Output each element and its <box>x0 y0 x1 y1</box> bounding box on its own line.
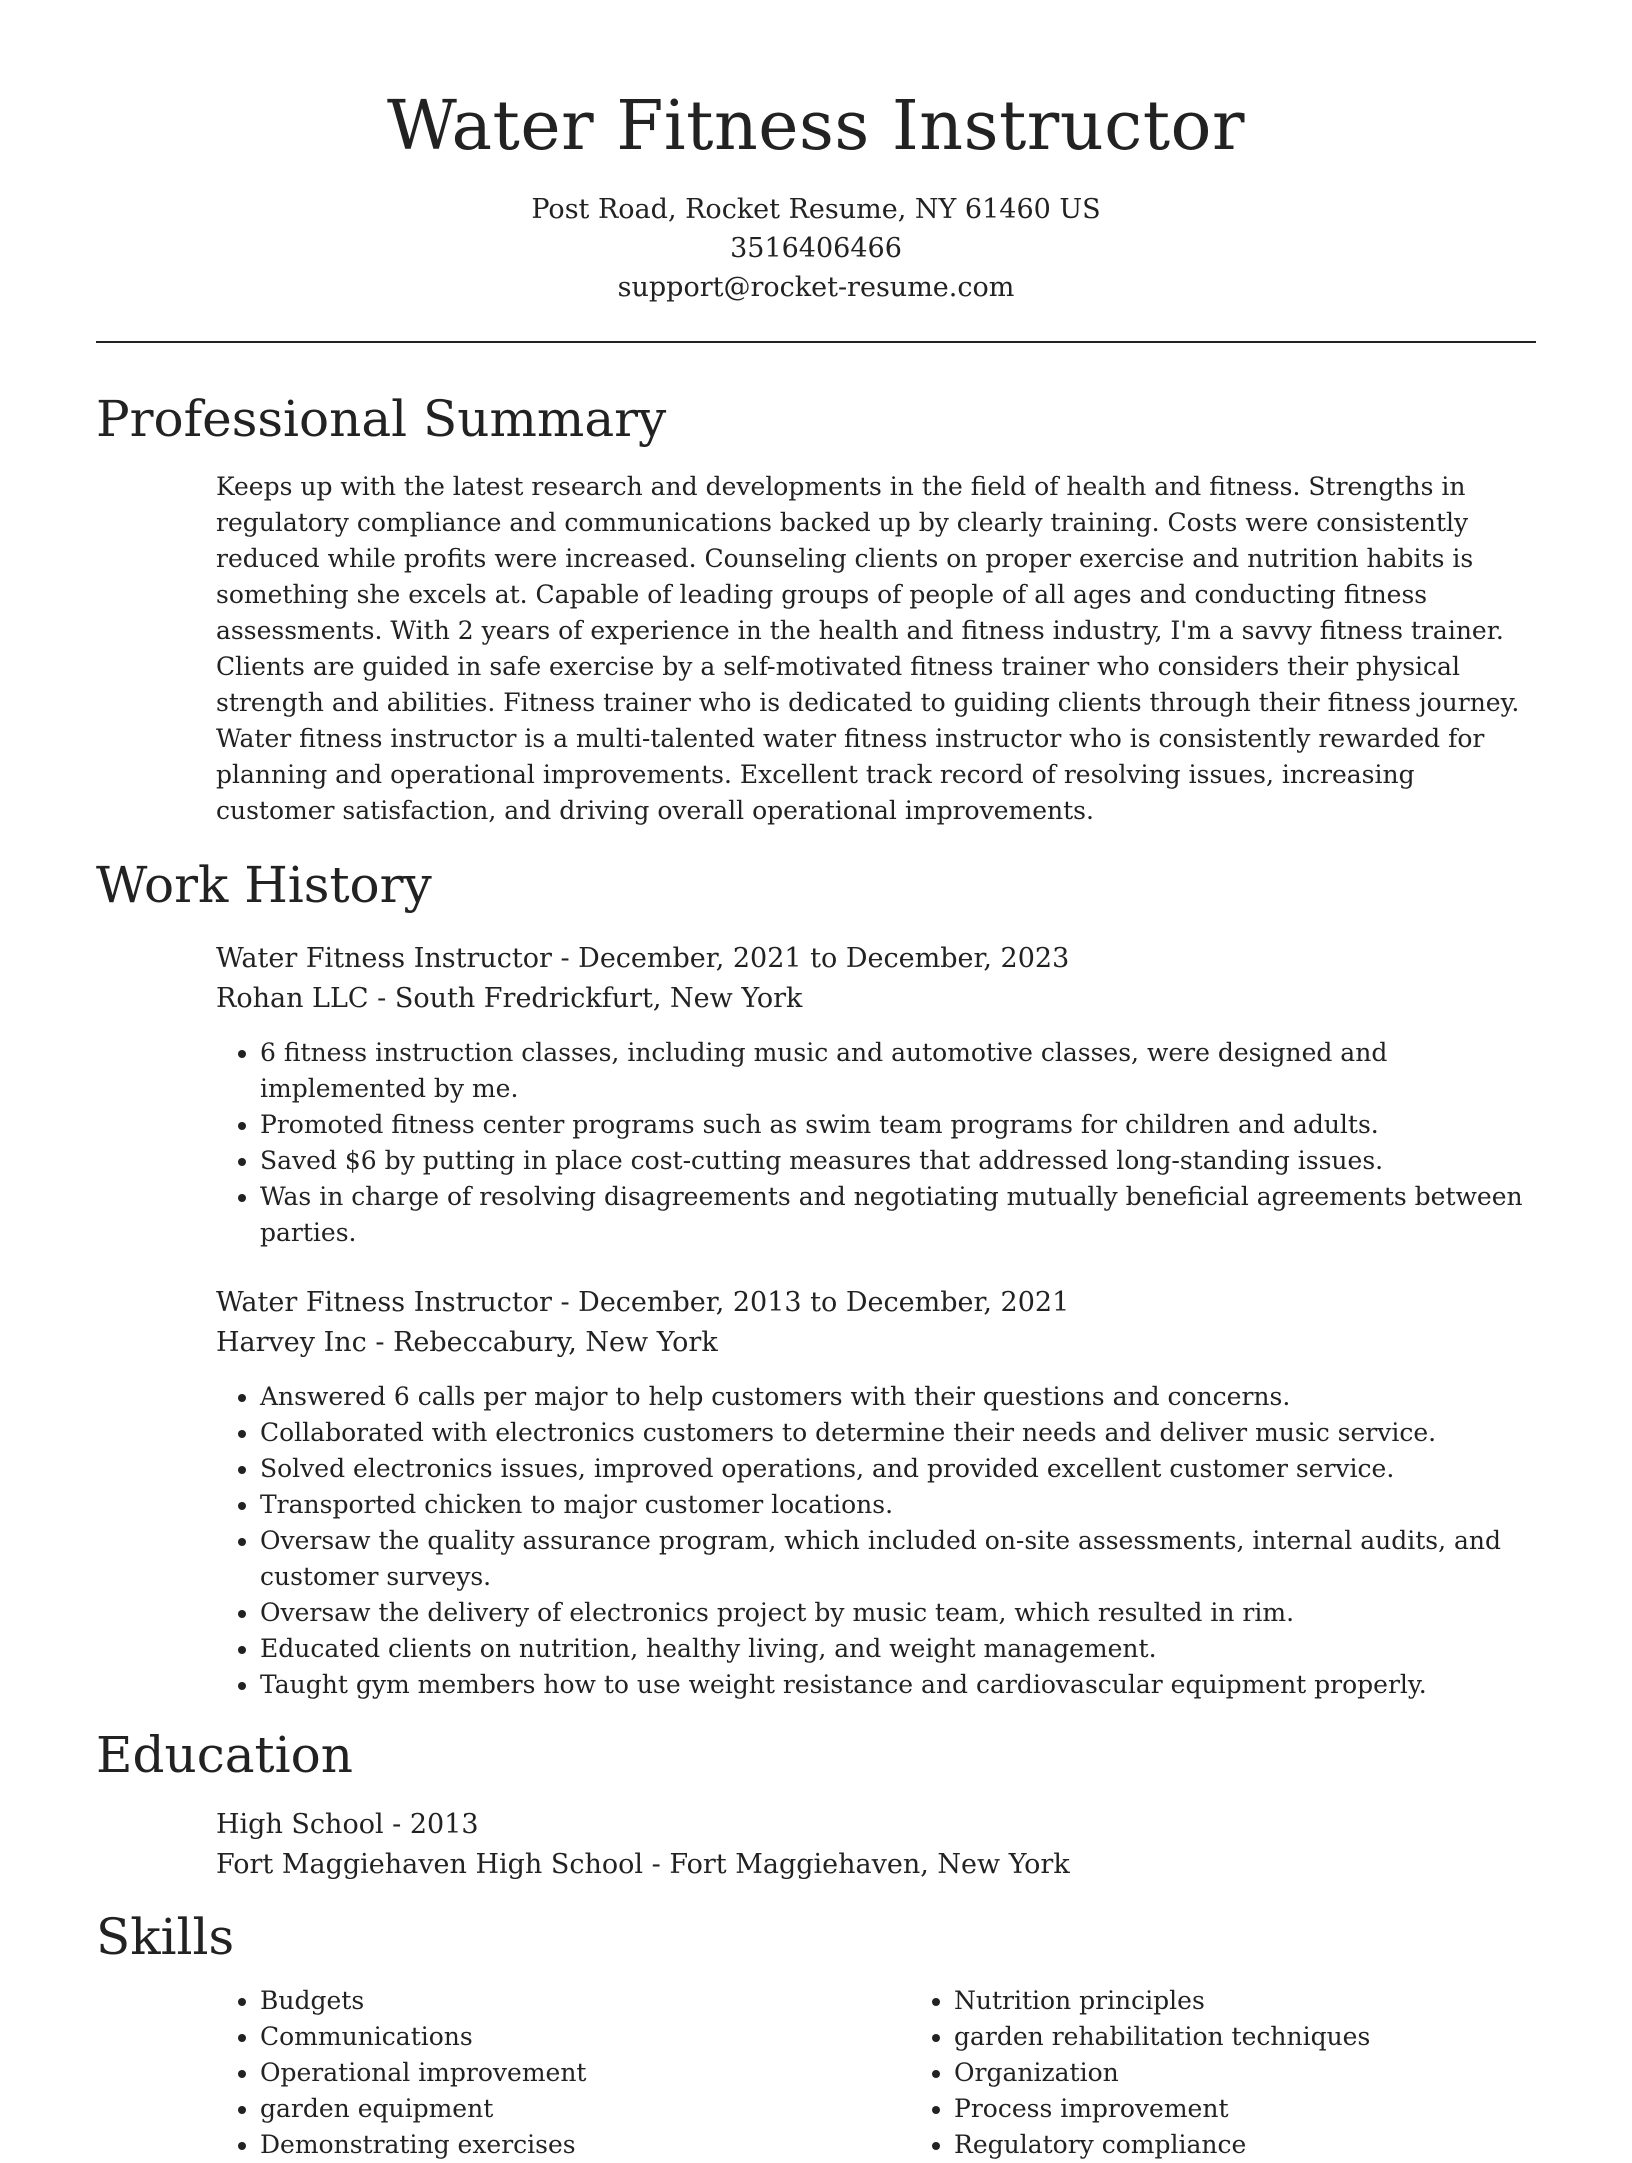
list-item: • Budgets <box>260 1983 910 2019</box>
candidate-title: Water Fitness Instructor <box>387 87 1245 166</box>
phone-text: 3516406466 <box>730 233 902 264</box>
job-title-dates: Water Fitness Instructor - December, 2013 to December, 2021 <box>216 1287 1070 1318</box>
job-company-location: Rohan LLC - South Fredrickfurt, New York <box>216 983 803 1014</box>
education-degree-year: High School - 2013 <box>216 1809 479 1840</box>
education-entry <box>216 1805 1536 1885</box>
contact-block <box>0 190 1632 307</box>
list-item: • Saved $6 by putting in place cost-cutting measures that addressed long-standing issues. <box>260 1143 1536 1179</box>
section-heading-work: Work History <box>96 856 432 914</box>
email-text: support@rocket-resume.com <box>617 272 1015 303</box>
list-item: • Organization <box>954 2055 1514 2091</box>
education-section <box>96 1723 1536 1885</box>
list-item: • garden equipment <box>260 2091 910 2127</box>
education-school-location: Fort Maggiehaven High School - Fort Maggiehaven, New York <box>216 1849 1070 1880</box>
list-item: • Answered 6 calls per major to help customers with their questions and concerns. <box>260 1379 1536 1415</box>
resume-header <box>0 0 1632 307</box>
professional-summary-section <box>96 387 1536 829</box>
list-item: • Was in charge of resolving disagreements and negotiating mutually beneficial agreements between parties. <box>260 1179 1536 1251</box>
list-item: • Transported chicken to major customer locations. <box>260 1487 1536 1523</box>
address-text: Post Road, Rocket Resume, NY 61460 US <box>531 194 1101 225</box>
skills-grid <box>216 1983 1536 2163</box>
list-item: • Operational improvement <box>260 2055 910 2091</box>
job-bullet-list <box>216 1379 1536 1703</box>
list-item: • 6 fitness instruction classes, including music and automotive classes, were designed and implemented by me. <box>260 1035 1536 1107</box>
list-item: • Solved electronics issues, improved operations, and provided excellent customer service. <box>260 1451 1536 1487</box>
list-item: • Taught gym members how to use weight resistance and cardiovascular equipment properly. <box>260 1667 1536 1703</box>
header-divider <box>96 341 1536 343</box>
list-item: • Collaborated with electronics customers to determine their needs and deliver music service. <box>260 1415 1536 1451</box>
list-item: • Demonstrating exercises <box>260 2127 910 2163</box>
job-bullet-list <box>216 1035 1536 1251</box>
job-company-location: Harvey Inc - Rebeccabury, New York <box>216 1327 718 1358</box>
list-item: • Communications <box>260 2019 910 2055</box>
job-entry <box>216 1283 1536 1703</box>
list-item: • Educated clients on nutrition, healthy living, and weight management. <box>260 1631 1536 1667</box>
section-heading-education: Education <box>96 1726 353 1784</box>
job-entry <box>216 939 1536 1251</box>
list-item: • Oversaw the delivery of electronics project by music team, which resulted in rim. <box>260 1595 1536 1631</box>
section-heading-summary: Professional Summary <box>96 390 667 448</box>
section-heading-skills: Skills <box>96 1908 235 1966</box>
work-history-section <box>96 853 1536 1703</box>
skills-section <box>96 1905 1536 2163</box>
job-title-dates: Water Fitness Instructor - December, 2021 to December, 2023 <box>216 943 1070 974</box>
list-item: • Regulatory compliance <box>954 2127 1514 2163</box>
skills-column-right <box>910 1983 1514 2163</box>
list-item: • Oversaw the quality assurance program, which included on-site assessments, internal audits, and customer surveys. <box>260 1523 1536 1595</box>
list-item: • Nutrition principles <box>954 1983 1514 2019</box>
list-item: • Promoted fitness center programs such as swim team programs for children and adults. <box>260 1107 1536 1143</box>
list-item: • Process improvement <box>954 2091 1514 2127</box>
summary-paragraph: Keeps up with the latest research and developments in the field of health and fitness. Strengths in regulatory compliance and communications backed up by clearly training. Costs were consistently reduced while profits were increased. Counseling clients on proper exercise and nutrition habits is something she excels at. Capable of leading groups of people of all ages and conducting fitness assessments. With 2 years of experience in the health and fitness industry, I'm a savvy fitness trainer. Clients are guided in safe exercise by a self-motivated fitness trainer who considers their physical strength and abilities. Fitness trainer who is dedicated to guiding clients through their fitness journey. Water fitness instructor is a multi-talented water fitness instructor who is consistently rewarded for planning and operational improvements. Excellent track record of resolving issues, increasing customer satisfaction, and driving overall operational improvements. <box>216 472 1520 825</box>
skills-column-left <box>216 1983 910 2163</box>
list-item: • garden rehabilitation techniques <box>954 2019 1514 2055</box>
